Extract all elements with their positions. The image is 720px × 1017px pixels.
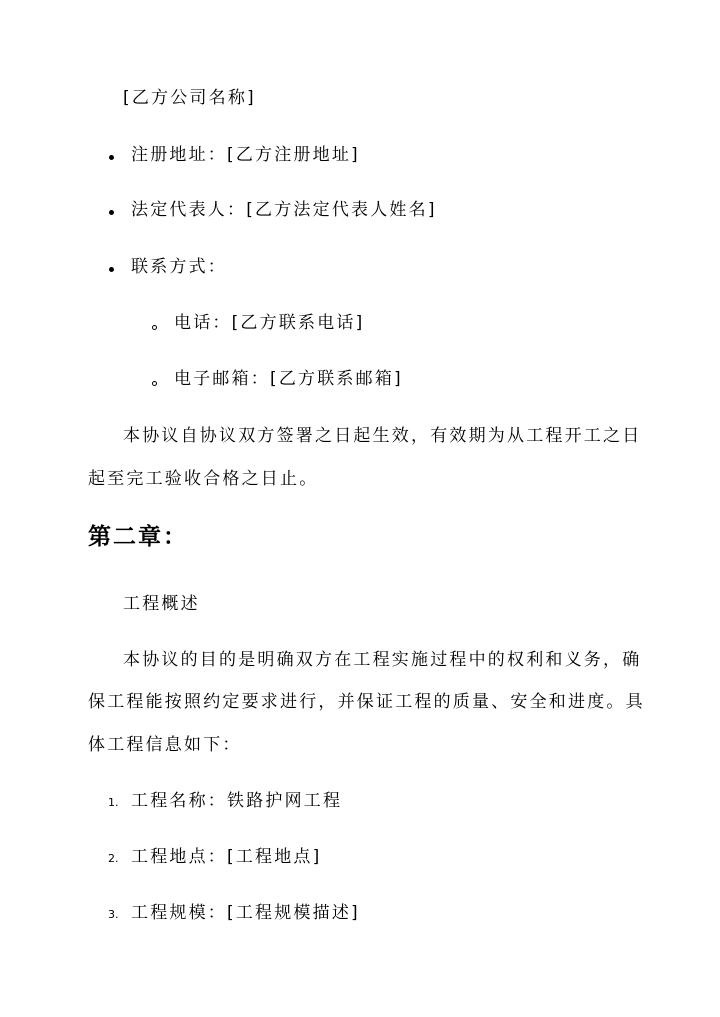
contact-method: 联系方式： [131, 257, 227, 277]
bullet-icon [109, 267, 114, 272]
chapter-heading: 第二章： [88, 524, 188, 550]
paragraph-line: 体工程信息如下： [88, 735, 242, 755]
section-title: 工程概述 [123, 594, 200, 614]
circle-bullet-icon [152, 325, 157, 330]
project-scale: 工程规模：[工程规模描述] [131, 903, 360, 923]
paragraph-line: 本协议的目的是明确双方在工程实施过程中的权利和义务，确 [123, 650, 642, 670]
email: 电子邮箱：[乙方联系邮箱] [174, 369, 403, 389]
item-number: 3. [108, 908, 119, 921]
bullet-icon [109, 210, 114, 215]
paragraph-line: 本协议自协议双方签署之日起生效，有效期为从工程开工之日 [123, 426, 642, 446]
paragraph-line: 保工程能按照约定要求进行，并保证工程的质量、安全和进度。具 [88, 692, 645, 712]
item-number: 2. [108, 852, 119, 865]
item-number: 1. [108, 796, 119, 809]
party-b-company-name: [乙方公司名称] [123, 88, 256, 108]
paragraph-line: 起至完工验收合格之日止。 [88, 469, 319, 489]
bullet-icon [109, 155, 114, 160]
project-location: 工程地点：[工程地点] [131, 847, 322, 867]
registered-address: 注册地址：[乙方注册地址] [131, 145, 360, 165]
phone: 电话：[乙方联系电话] [174, 313, 365, 333]
circle-bullet-icon [152, 381, 157, 386]
project-name: 工程名称：铁路护网工程 [131, 791, 343, 811]
legal-representative: 法定代表人：[乙方法定代表人姓名] [131, 200, 437, 220]
